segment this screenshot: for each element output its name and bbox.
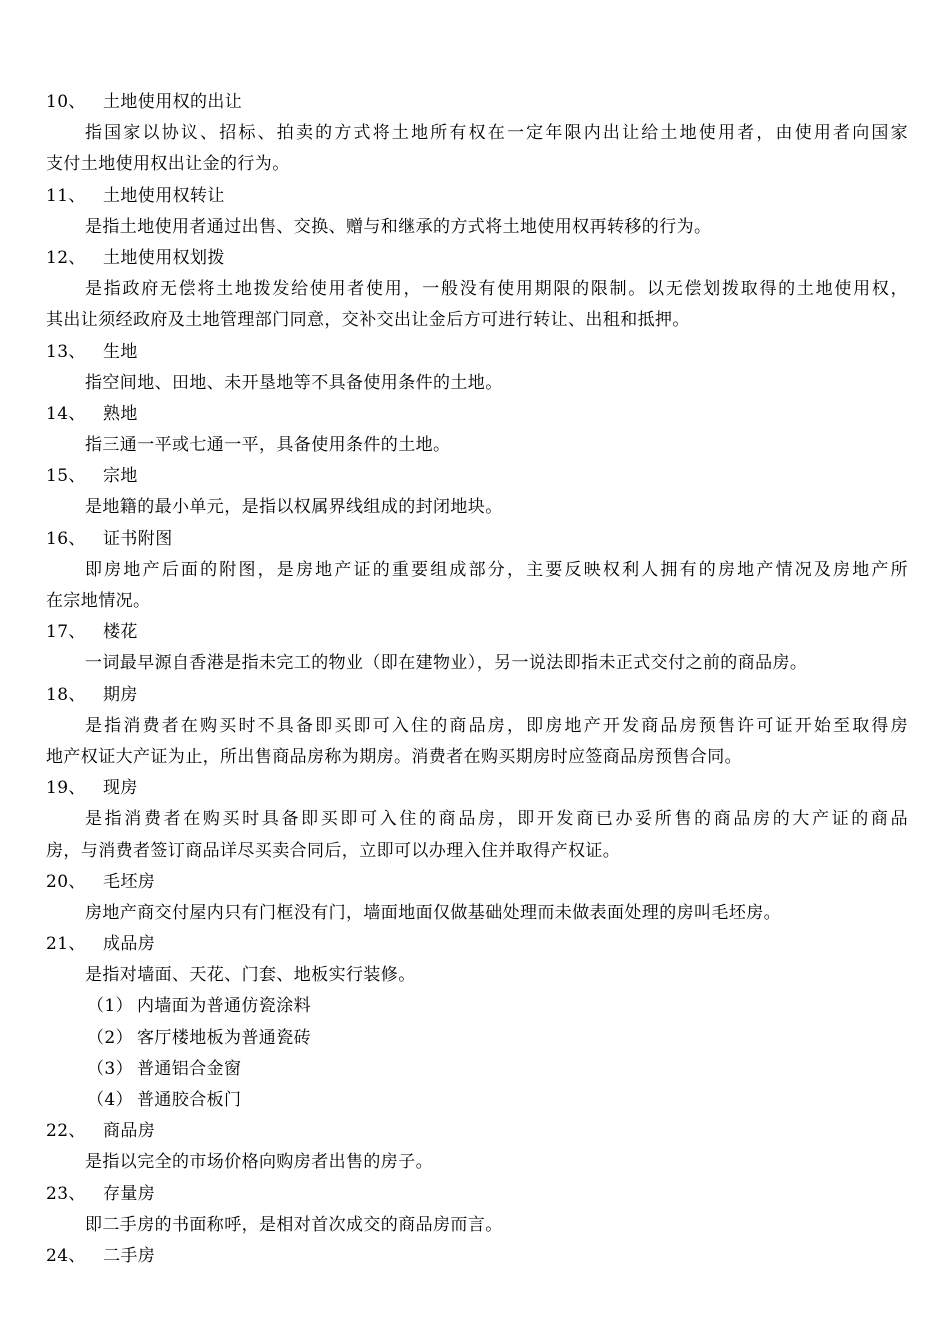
entry-text-line: 是指消费者在购买时不具备即买即可入住的商品房，即房地产开发商品房预售许可证开始至取得房 (85, 715, 908, 736)
entry-heading (0, 617, 950, 648)
entry-number: 17、 (46, 622, 86, 643)
entry-heading (0, 867, 950, 898)
entry-text-line: 即二手房的书面称呼，是相对首次成交的商品房而言。 (85, 1214, 503, 1235)
list-item-text: 客厅楼地板为普通瓷砖 (137, 1027, 311, 1048)
entry-term: 成品房 (103, 934, 156, 955)
entry-text-line: 是指对墙面、天花、门套、地板实行装修。 (85, 965, 416, 986)
entry-text-line: 是指政府无偿将土地拨发给使用者使用，一般没有使用期限的限制。以无偿划拨取得的土地使用权， (85, 279, 908, 300)
entry-term: 现房 (103, 778, 138, 799)
entry-number: 14、 (46, 403, 86, 424)
entry-text-line: 房地产商交付屋内只有门框没有门，墙面地面仅做基础处理而未做表面处理的房叫毛坯房。 (85, 902, 781, 923)
entry-heading (0, 1241, 950, 1272)
entry-text-line: 指三通一平或七通一平，具备使用条件的土地。 (85, 435, 451, 456)
list-item (0, 1054, 950, 1085)
entry-text-line: 是指消费者在购买时具备即买即可入住的商品房，即开发商已办妥所售的商品房的大产证的商品 (85, 809, 908, 830)
entry-number: 24、 (46, 1245, 86, 1266)
entry-number: 18、 (46, 684, 86, 705)
entry-heading (0, 337, 950, 368)
entry-heading (0, 461, 950, 492)
entry-text-line: 地产权证大产证为止，所出售商品房称为期房。消费者在购买期房时应签商品房预售合同。 (46, 746, 742, 767)
entry-term: 土地使用权的出让 (103, 92, 243, 112)
entry-text-line: 是地籍的最小单元，是指以权属界线组成的封闭地块。 (85, 497, 503, 518)
entry-term: 熟地 (103, 403, 138, 424)
entry-number: 15、 (46, 466, 86, 487)
entry-term: 土地使用权划拨 (103, 247, 225, 268)
entry-text-line: 是指以完全的市场价格向购房者出售的房子。 (85, 1152, 433, 1173)
entry-term: 土地使用权转让 (103, 185, 225, 206)
entry-text-line: 房，与消费者签订商品详尽买卖合同后，立即可以办理入住并取得产权证。 (46, 840, 621, 861)
entry-heading (0, 1179, 950, 1210)
entry-number: 11、 (46, 185, 86, 206)
list-item-number: （4） (87, 1090, 134, 1110)
entry-text-line: 其出让须经政府及土地管理部门同意，交补交出让金后方可进行转让、出租和抵押。 (46, 310, 690, 331)
entry-text-line: 支付土地使用权出让金的行为。 (46, 154, 290, 175)
list-item (0, 1023, 950, 1054)
entry-text-line: 一词最早源自香港是指未完工的物业（即在建物业），另一说法即指未正式交付之前的商品房。 (85, 653, 808, 674)
entry-text-line: 指国家以协议、招标、拍卖的方式将土地所有权在一定年限内出让给土地使用者，由使用者向国家 (85, 123, 908, 144)
entry-text-line: 指空间地、田地、未开垦地等不具备使用条件的土地。 (85, 372, 503, 393)
entry-number: 16、 (46, 528, 86, 549)
entry-number: 21、 (46, 934, 86, 955)
list-item (0, 991, 950, 1022)
entry-term: 证书附图 (103, 528, 173, 549)
list-item-number: （1） (87, 996, 134, 1017)
entry-number: 10、 (46, 92, 86, 112)
entry-term: 二手房 (103, 1245, 156, 1266)
entry-number: 12、 (46, 247, 86, 268)
list-item-text: 普通铝合金窗 (137, 1058, 242, 1079)
entry-text-line: 即房地产后面的附图，是房地产证的重要组成部分，主要反映权利人拥有的房地产情况及房地产所 (85, 559, 908, 580)
list-item-text: 内墙面为普通仿瓷涂料 (137, 996, 311, 1017)
entry-term: 楼花 (103, 622, 138, 643)
entry-heading (0, 243, 950, 274)
document-page (0, 87, 950, 1272)
entry-text-line: 在宗地情况。 (46, 591, 151, 611)
entry-heading (0, 1116, 950, 1147)
entry-heading (0, 773, 950, 804)
entry-number: 20、 (46, 871, 86, 892)
entry-number: 13、 (46, 341, 86, 362)
entry-heading (0, 399, 950, 430)
list-item (0, 1085, 950, 1116)
list-item-text: 普通胶合板门 (137, 1090, 242, 1110)
entry-heading (0, 929, 950, 960)
entry-number: 19、 (46, 778, 86, 799)
entry-heading (0, 680, 950, 711)
entry-number: 22、 (46, 1121, 86, 1142)
list-item-number: （2） (87, 1027, 134, 1048)
entry-heading (0, 87, 950, 118)
entry-term: 生地 (103, 341, 138, 362)
entry-text-line: 是指土地使用者通过出售、交换、赠与和继承的方式将土地使用权再转移的行为。 (85, 216, 712, 237)
entry-term: 毛坯房 (103, 871, 156, 892)
entry-term: 商品房 (103, 1121, 156, 1142)
entry-term: 期房 (103, 684, 138, 705)
entry-term: 宗地 (103, 466, 138, 487)
list-item-number: （3） (87, 1058, 134, 1079)
entry-number: 23、 (46, 1183, 86, 1204)
entry-heading (0, 181, 950, 212)
entry-heading (0, 524, 950, 555)
entry-term: 存量房 (103, 1183, 156, 1204)
